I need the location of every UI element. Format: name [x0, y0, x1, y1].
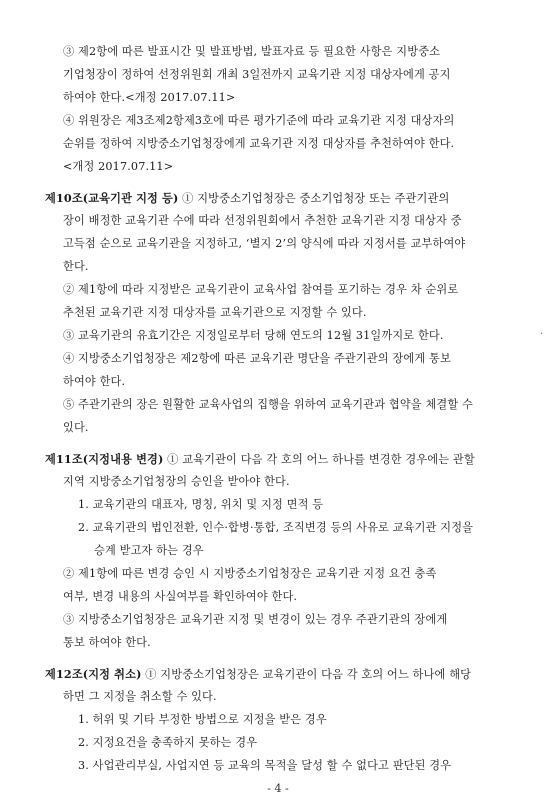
paragraph-line: ④ 위원장은 제3조제2항제3호에 따른 평가기준에 따라 교육기관 지정 대상자의	[63, 114, 455, 127]
paragraph-line: 통보 하여야 한다.	[63, 636, 151, 649]
paragraph-line: ⑤ 주관기관의 장은 원활한 교육사업의 집행을 위하여 교육기관과 협약을 체결할 수	[63, 398, 473, 411]
article-11-heading: 제11조(지정내용 변경)	[45, 452, 164, 466]
list-item-continuation: 승계 받고자 하는 경우	[94, 544, 204, 557]
paragraph-line: 하여야 한다.	[63, 375, 126, 388]
paragraph-line: 있다.	[63, 421, 89, 434]
paragraph-line: 기업청장이 정하여 선정위원회 개최 3일전까지 교육기관 지정 대상자에게 공지	[63, 68, 451, 81]
paragraph-line: ② 제1항에 따라 지정받은 교육기관이 교육사업 참여를 포기하는 경우 차 순위로	[63, 283, 459, 296]
article-11-first-line: 제11조(지정내용 변경) ① 교육기관이 다음 각 호의 어느 하나를 변경한 경우에는 관할	[45, 452, 475, 466]
article-12-heading: 제12조(지정 취소)	[45, 667, 142, 681]
paragraph-line: ③ 교육기관의 유효기간은 지정일로부터 당해 연도의 12월 31일까지로 한다.	[63, 329, 444, 342]
paragraph-line: ③ 지방중소기업청장은 교육기관 지정 및 변경이 있는 경우 주관기관의 장에게	[63, 613, 448, 626]
paragraph-line: 하여야 한다.<개정 2017.07.11>	[63, 91, 236, 104]
list-item: 1. 허위 및 기타 부정한 방법으로 지정을 받은 경우	[78, 713, 327, 726]
list-item: 2. 지정요건을 충족하지 못하는 경우	[78, 736, 258, 749]
paragraph-line: 하면 그 지정을 취소할 수 있다.	[63, 690, 217, 703]
article-10-heading: 제10조(교육기관 지정 등)	[45, 191, 179, 205]
paragraph-line: 한다.	[63, 260, 89, 273]
list-item: 3. 사업관리부실, 사업지연 등 교육의 목적을 달성 할 수 없다고 판단된 경우	[78, 759, 452, 772]
page-number: - 4 -	[267, 782, 289, 795]
paragraph-line: ③ 제2항에 따른 발표시간 및 발표방법, 발표자료 등 필요한 사항은 지방중소	[63, 45, 441, 58]
paragraph-line: ④ 지방중소기업청장은 제2항에 따른 교육기관 명단을 주관기관의 장에게 통보	[63, 352, 451, 365]
list-item: 2. 교육기관의 법인전환, 인수·합병·통합, 조직변경 등의 사유로 교육기관 지정을	[78, 521, 474, 534]
article-12-first-line: 제12조(지정 취소) ① 지방중소기업청장은 교육기관이 다음 각 호의 어느 하나에 해당	[45, 667, 472, 681]
paragraph-line: 추천된 교육기관 지정 대상자를 교육기관으로 지정할 수 있다.	[63, 306, 367, 319]
paragraph-line: ② 제1항에 따른 변경 승인 시 지방중소기업청장은 교육기관 지정 요건 충족	[63, 567, 437, 580]
paragraph-line: 지역 지방중소기업청장의 승인을 받아야 한다.	[63, 475, 290, 488]
paragraph-line: 고득점 순으로 교육기관을 지정하고, ‘별지 2’의 양식에 따라 지정서를 교부하여야	[63, 237, 466, 250]
paragraph-line: <개정 2017.07.11>	[63, 160, 174, 173]
list-item: 1. 교육기관의 대표자, 명칭, 위치 및 지정 면적 등	[78, 498, 324, 511]
paragraph-line: 장이 배정한 교육기관 수에 따라 선정위원회에서 추천한 교육기관 지정 대상자 중	[63, 214, 462, 227]
paragraph-line: 순위를 정하여 지방중소기업청장에게 교육기관 지정 대상자를 추천하여야 한다.	[63, 137, 455, 150]
paragraph-line: 여부, 변경 내용의 사실여부를 확인하여야 한다.	[63, 590, 298, 603]
margin-dot: ·	[540, 329, 544, 340]
article-10-first-line: 제10조(교육기관 지정 등) ① 지방중소기업청장은 중소기업청장 또는 주관기관의	[45, 191, 450, 205]
